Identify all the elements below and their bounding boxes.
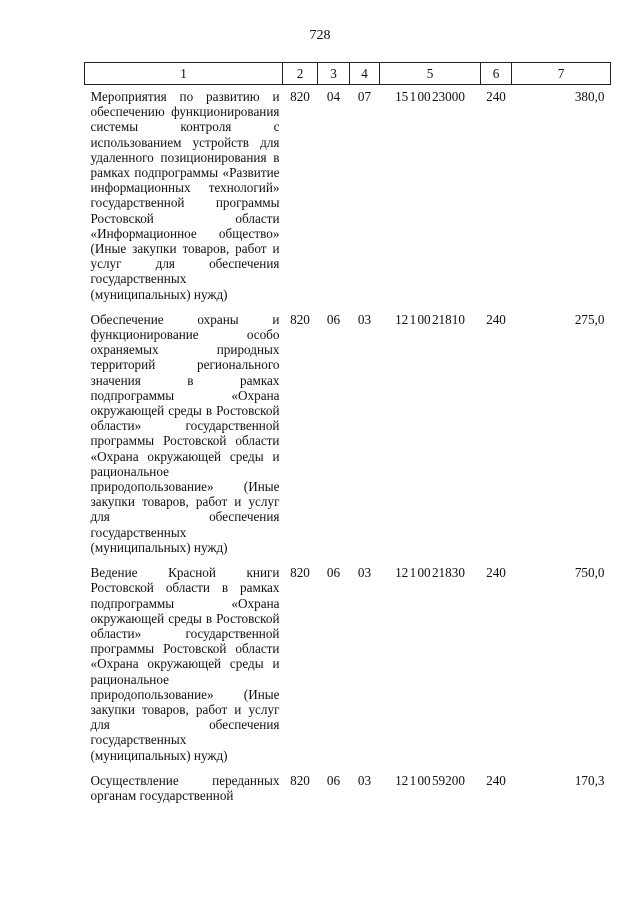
- col-header-expense-type: 6: [481, 63, 512, 85]
- table-row: [85, 85, 611, 308]
- col-header-amount: 7: [512, 63, 611, 85]
- row-target: 12 1 00 21830: [395, 565, 465, 581]
- row-description-cut: [85, 769, 283, 812]
- row-description: Обеспечение охраны и функционирование особо охраняемых природных территорий регионального значения в рамках подпрограммы «Охрана окружающей среды в Ростовской области» государственной программы Ростовской области «Охрана окружающей среды и рациональное природопользование» (Иные закупки товаров, работ и услуг для обеспечения государственных (муниципальных) нужд): [90, 311, 280, 555]
- table-row: [85, 561, 611, 769]
- row-ministry: 820: [290, 89, 310, 104]
- table-row: [85, 769, 611, 812]
- row-description: Осуществление переданных органам государственной: [90, 772, 280, 803]
- budget-table: [84, 62, 611, 812]
- row-target: 12 1 00 21810: [395, 311, 465, 327]
- row-expense-type: 240: [486, 89, 506, 104]
- col-header-ministry: 2: [283, 63, 318, 85]
- col-header-description: 1: [85, 63, 283, 85]
- row-ministry: 820: [290, 565, 310, 581]
- row-amount: 170,3: [574, 772, 605, 788]
- table-row: [85, 308, 611, 561]
- row-section: 06: [326, 772, 341, 788]
- row-subsection: 03: [357, 772, 372, 788]
- row-amount: 275,0: [574, 311, 605, 327]
- row-amount: 380,0: [574, 89, 605, 104]
- row-target: 15 1 00 23000: [395, 89, 465, 104]
- header-row: [85, 63, 611, 85]
- row-subsection: 03: [357, 565, 372, 581]
- row-expense-type: 240: [486, 311, 506, 327]
- row-amount: 750,0: [574, 565, 605, 581]
- row-ministry: 820: [290, 772, 310, 788]
- col-header-section: 3: [318, 63, 350, 85]
- row-description: Мероприятия по развитию и обеспечению функционирования системы контроля с использованием устройств для удаленного позиционирования в рамках подпрограммы «Развитие информационных технологий» государственной программы Ростовской области «Информационное общество» (Иные закупки товаров, работ и услуг для обеспечения государственных (муниципальных) нужд): [90, 89, 280, 302]
- row-ministry: 820: [290, 311, 310, 327]
- row-target: 12 1 00 59200: [395, 772, 465, 788]
- row-expense-type: 240: [486, 772, 506, 788]
- col-header-subsection: 4: [350, 63, 380, 85]
- row-expense-type: 240: [486, 565, 506, 581]
- row-subsection: 03: [357, 311, 372, 327]
- page-number: 728: [309, 28, 331, 43]
- col-header-target: 5: [380, 63, 481, 85]
- row-section: 06: [326, 311, 341, 327]
- row-description: Ведение Красной книги Ростовской области в рамках подпрограммы «Охрана окружающей среды в Ростовской области» государственной программы Ростовской области «Охрана окружающей среды и рациональное природопользование» (Иные закупки товаров, работ и услуг для обеспечения государственных (муниципальных) нужд): [90, 565, 280, 763]
- row-section: 04: [326, 89, 341, 104]
- row-section: 06: [326, 565, 341, 581]
- row-subsection: 07: [357, 89, 372, 104]
